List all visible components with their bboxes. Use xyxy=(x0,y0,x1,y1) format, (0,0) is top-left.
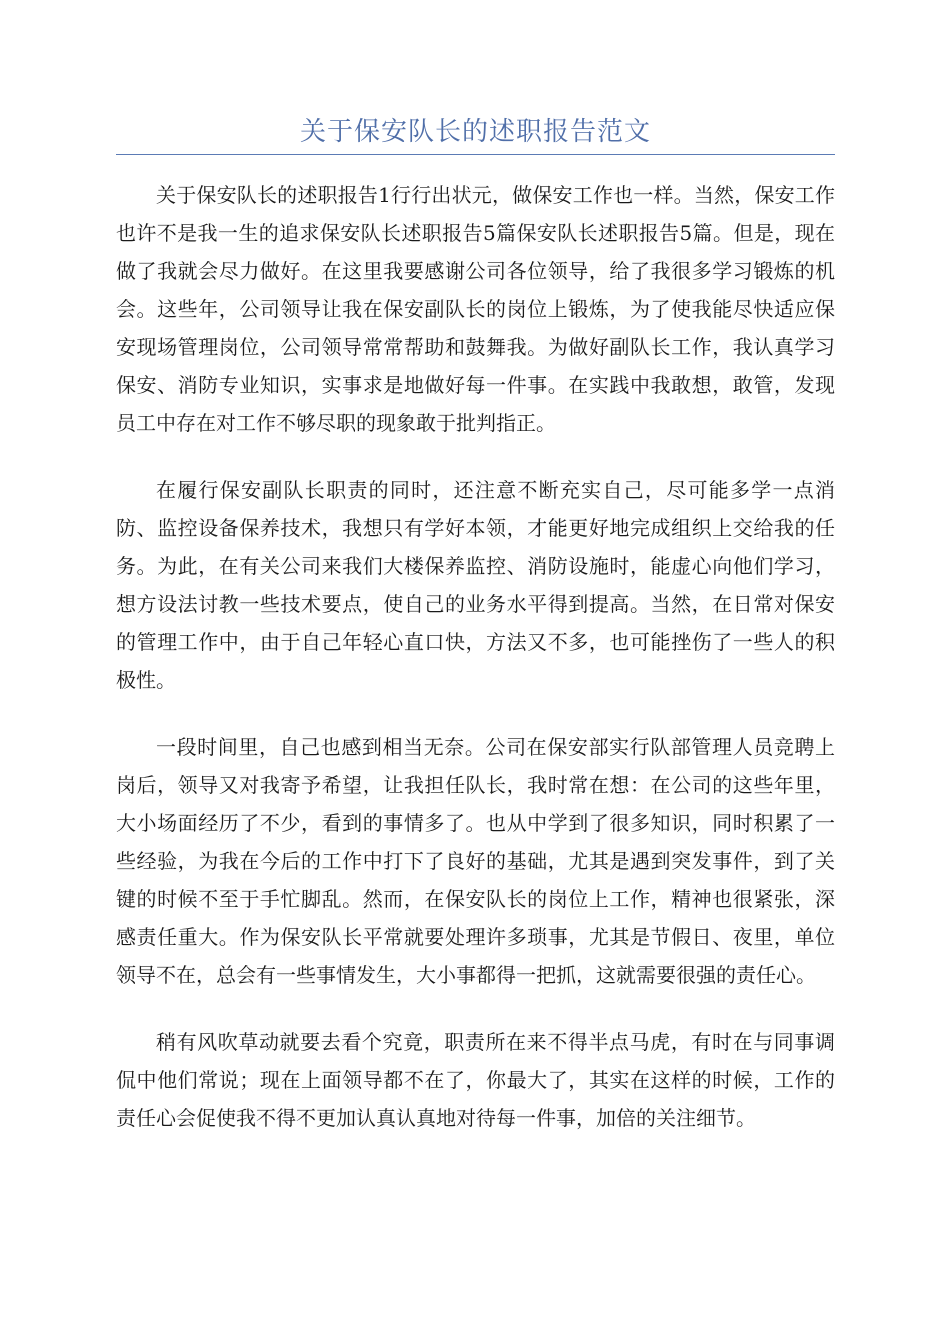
paragraph-4: 稍有风吹草动就要去看个究竟，职责所在来不得半点马虎，有时在与同事调侃中他们常说；现在上面领导都不在了，你最大了，其实在这样的时候，工作的责任心会促使我不得不更加认真认真地对待每一件事，加倍的关注细节。 xyxy=(116,1030,835,1130)
paragraph-3: 一段时间里，自己也感到相当无奈。公司在保安部实行队部管理人员竞聘上岗后，领导又对我寄予希望，让我担任队长，我时常在想：在公司的这些年里，大小场面经历了不少，看到的事情多了。也从中学到了很多知识，同时积累了一些经验，为我在今后的工作中打下了良好的基础，尤其是遇到突发事件，到了关键的时候不至于手忙脚乱。然而，在保安队长的岗位上工作，精神也很紧张，深感责任重大。作为保安队长平常就要处理许多琐事，尤其是节假日、夜里，单位领导不在，总会有一些事情发生，大小事都得一把抓，这就需要很强的责任心。 xyxy=(116,735,835,987)
paragraph-1: 关于保安队长的述职报告1行行出状元，做保安工作也一样。当然，保安工作也许不是我一生的追求保安队长述职报告5篇保安队长述职报告5篇。但是，现在做了我就会尽力做好。在这里我要感谢公司各位领导，给了我很多学习锻炼的机会。这些年，公司领导让我在保安副队长的岗位上锻炼，为了使我能尽快适应保安现场管理岗位，公司领导常常帮助和鼓舞我。为做好副队长工作，我认真学习保安、消防专业知识，实事求是地做好每一件事。在实践中我敢想，敢管，发现员工中存在对工作不够尽职的现象敢于批判指正。 xyxy=(116,183,835,435)
title-underline xyxy=(116,154,835,155)
paragraph-2: 在履行保安副队长职责的同时，还注意不断充实自己，尽可能多学一点消防、监控设备保养技术，我想只有学好本领，才能更好地完成组织上交给我的任务。为此，在有关公司来我们大楼保养监控、消防设施时，能虚心向他们学习，想方设法讨教一些技术要点，使自己的业务水平得到提高。当然，在日常对保安的管理工作中，由于自己年轻心直口快，方法又不多，也可能挫伤了一些人的积极性。 xyxy=(116,478,835,692)
document-title: 关于保安队长的述职报告范文 xyxy=(299,117,651,147)
document-body xyxy=(116,176,835,1166)
